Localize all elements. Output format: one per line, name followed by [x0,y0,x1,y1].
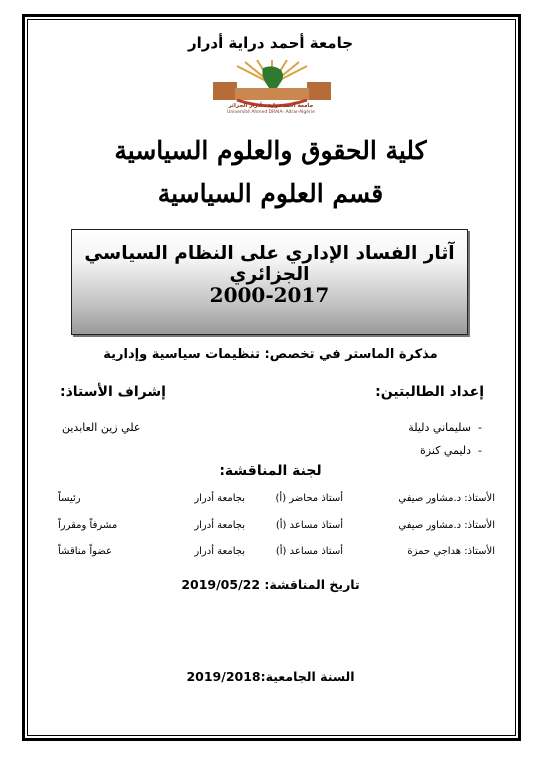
student-name: - سليماني دليلة [408,421,482,434]
member-university: بجامعة أدرار [194,520,245,531]
faculty-name: كلية الحقوق والعلوم السياسية [114,136,427,165]
logo-caption-latin: Université Ahmed DRAIA- Adrar-Algérie [227,110,315,115]
page-border-inner [27,19,516,736]
defense-date-label: تاريخ المناقشة: [264,577,360,592]
member-rank: أستاذ مساعد (أ) [275,520,343,531]
defense-date-value: 2019/05/22 [181,577,261,592]
academic-year-value: 2019/2018 [186,669,261,684]
supervisor-name: علي زين العابدين [62,421,141,434]
member-role: عضواً مناقشاً [58,546,112,557]
academic-year-label: السنة الجامعية: [260,669,355,684]
prepared-by-label: إعداد الطالبتين: [375,384,484,400]
department-name: قسم العلوم السياسية [157,179,384,208]
building-left-icon [213,82,237,100]
student-name: - دليمي كنزة [420,444,482,457]
logo-caption-arabic: جامعة أحمد دراية ـ أدرار الجزائر [228,103,314,109]
member-role: مشرفاً ومقرراً [58,520,118,531]
building-right-icon [307,82,331,100]
university-name: جامعة أحمد دراية أدرار [187,34,354,52]
member-rank: أستاذ محاضر (أ) [275,493,343,504]
committee-member-row [58,520,495,536]
member-university: بجامعة أدرار [194,546,245,557]
thesis-years: 2000-2017 [209,283,330,307]
committee-title: لجنة المناقشة: [219,463,322,479]
thesis-title: آثار الفساد الإداري على النظام السياسي الجزائري [84,243,455,285]
memo-specialization: مذكرة الماستر في تخصص: تنظيمات سياسية وإدارية [103,347,438,362]
academic-year [0,669,541,684]
committee-member-row [58,493,495,509]
defense-date [0,577,541,592]
member-rank: أستاذ مساعد (أ) [275,546,343,557]
committee-member-row [58,546,495,562]
member-role: رئيساً [58,493,81,504]
member-university: بجامعة أدرار [194,493,245,504]
member-name: الأستاذ: هداجي حمزة [407,546,495,557]
member-name: الأستاذ: د.مشاور صيفي [398,520,495,531]
member-name: الأستاذ: د.مشاور صيفي [398,493,495,504]
supervision-label: إشراف الأستاذ: [60,384,166,400]
